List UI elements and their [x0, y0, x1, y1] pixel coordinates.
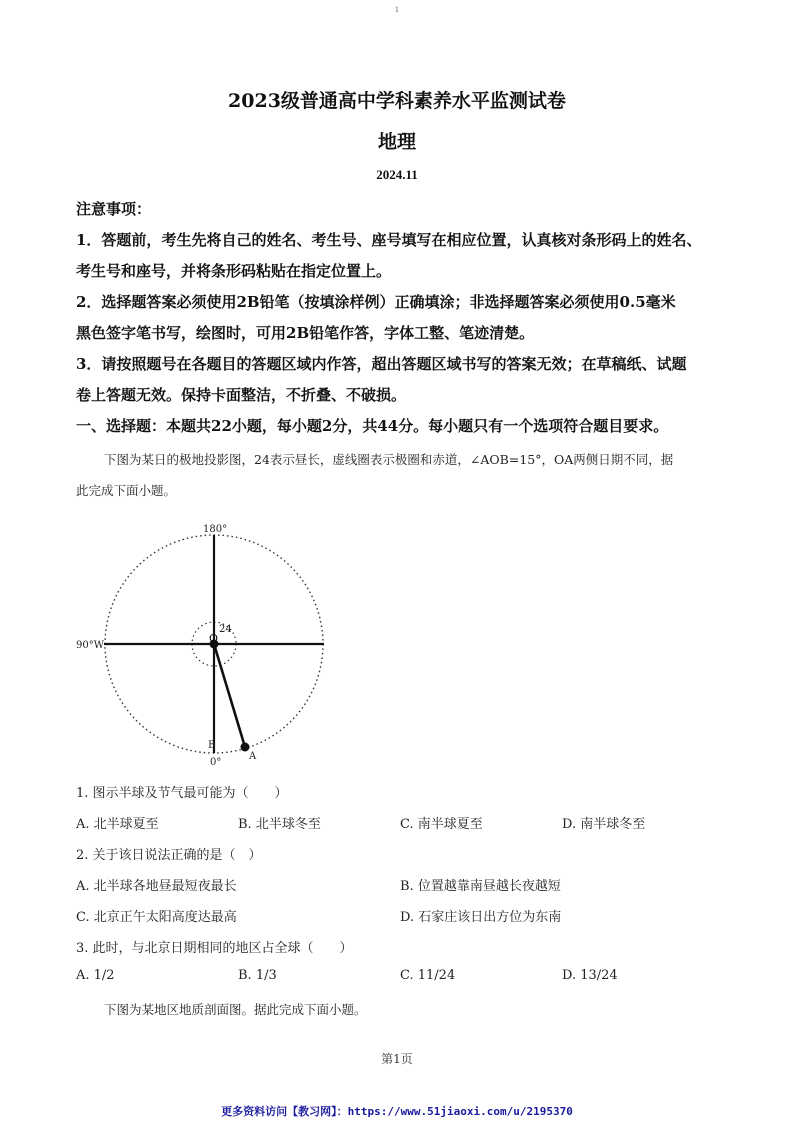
question-option[interactable]: C. 北京正午太阳高度达最高 [76, 910, 237, 925]
notice-item: 考生号和座号，并将条形码粘贴在指定位置上。 [76, 262, 392, 280]
question-option[interactable]: A. 北半球夏至 [76, 817, 159, 832]
intro-text: 下图为某地区地质剖面图。据此完成下面小题。 [104, 1002, 367, 1017]
question-option[interactable]: C. 11/24 [400, 968, 456, 983]
section-heading: 一、选择题：本题共22小题，每小题2分，共44分。每小题只有一个选项符合题目要求。 [76, 417, 669, 435]
page-marker: 1 [394, 6, 400, 14]
question-option[interactable]: C. 南半球夏至 [400, 817, 483, 832]
question-stem: 3. 此时，与北京日期相同的地区占全球（ ） [76, 941, 353, 956]
question-option[interactable]: B. 位置越靠南昼越长夜越短 [400, 879, 561, 894]
line-oa [214, 644, 245, 747]
label-0: 0° [210, 757, 222, 768]
label-o: O [209, 632, 219, 645]
notice-item: 黑色签字笔书写，绘图时，可用2B铅笔作答，字体工整、笔迹清楚。 [76, 324, 535, 342]
exam-subject: 地理 [377, 131, 416, 153]
exam-date: 2024.11 [376, 167, 418, 182]
exam-title: 2023级普通高中学科素养水平监测试卷 [228, 90, 566, 112]
notice-heading: 注意事项： [76, 200, 152, 218]
question-stem: 1. 图示半球及节气最可能为（ ） [76, 786, 288, 801]
question-option[interactable]: D. 13/24 [562, 968, 618, 983]
resource-link[interactable]: 更多资料访问【教习网】：https://www.51jiaoxi.com/u/2195370 [221, 1105, 573, 1118]
intro-text: 此完成下面小题。 [76, 483, 177, 498]
label-180: 180° [203, 524, 228, 535]
question-option[interactable]: A. 北半球各地昼最短夜最长 [76, 879, 237, 894]
polar-projection-diagram [70, 515, 340, 775]
label-24: 24 [219, 624, 232, 635]
label-a: A [249, 751, 257, 762]
label-90w: 90°W [76, 640, 105, 651]
question-option[interactable]: B. 北半球冬至 [238, 817, 321, 832]
notice-item: 卷上答题无效。保持卡面整洁，不折叠、不破损。 [76, 386, 407, 404]
notice-item: 3．请按照题号在各题目的答题区域内作答，超出答题区域书写的答案无效；在草稿纸、试题 [76, 355, 687, 373]
question-option[interactable]: D. 石家庄该日出方位为东南 [400, 910, 562, 925]
notice-item: 2．选择题答案必须使用2B铅笔（按填涂样例）正确填涂；非选择题答案必须使用0.5毫米 [76, 293, 676, 311]
intro-text: 下图为某日的极地投影图，24表示昼长，虚线圈表示极圈和赤道，∠AOB=15°，OA两侧日期不同，据 [104, 452, 674, 467]
question-stem: 2. 关于该日说法正确的是（ ） [76, 848, 262, 863]
label-b: B [208, 740, 216, 751]
question-option[interactable]: A. 1/2 [76, 968, 115, 983]
notice-item: 1．答题前，考生先将自己的姓名、考生号、座号填写在相应位置，认真核对条形码上的姓名、 [76, 231, 702, 249]
question-option[interactable]: B. 1/3 [238, 968, 277, 983]
page-number: 第1页 [381, 1052, 413, 1066]
question-option[interactable]: D. 南半球冬至 [562, 817, 646, 832]
